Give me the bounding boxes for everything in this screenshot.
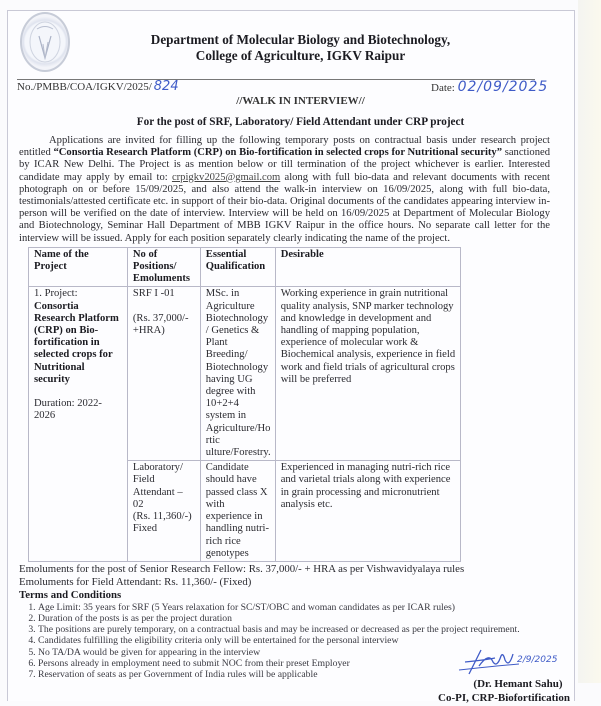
college-name: College of Agriculture, IGKV Raipur <box>195 48 406 63</box>
table-row <box>29 287 461 461</box>
header-qualification: Essential Qualification <box>200 247 275 287</box>
emoluments-field-attendant: Emoluments for Field Attendant: Rs. 11,360/- (Fixed) <box>19 575 252 588</box>
letter-date <box>431 80 548 95</box>
project-name: Consortia Research Platform (CRP) on Bio-fortification in selected crops for Nutritional security <box>34 300 119 385</box>
body-part-3: along with full bio-data and relevant documents with recent photograph on or before 15/09/2025, and also attend the walk-in interview on 16/09/2025, along with full bio-data, testimonials/attested certificate etc. in support of their bio-data. Original documents of the candidates appearing interview in-person will be verified on the date of interview. Interview will be held on 16/09/2025 at Department of Molecular Biology and Biotechnology, Seminar Hall Department of MBB IGKV Raipur in the office hours. No separate call letter for the interview will be issued. Apply for each position separately clearly indicating the name of the project. <box>19 171 550 244</box>
positions-count: Laboratory/ Field Attendant – 02 <box>132 462 183 510</box>
signature-area <box>19 655 570 706</box>
body-part-1: Applications are invited for filling up the following temporary posts on contractual basis under research project entitled <box>19 135 550 159</box>
body-paragraph <box>19 135 550 245</box>
terms-heading: Terms and Conditions <box>19 589 122 602</box>
desirable-cell: Working experience in grain nutritional quality analysis, SNP marker technology and knowledge in development and handling of mapping population, experience of molecular work & Biochemical analysis, experience in field work and field trials of agricultural crops will be preferred <box>275 287 460 461</box>
positions-table <box>28 247 461 562</box>
letterhead <box>0 32 601 64</box>
term-item: 6. Persons already in employment need to submit NOC from their preset Employer <box>38 658 548 669</box>
project-duration: Duration: 2022-2026 <box>34 398 102 422</box>
emoluments-srf: Emoluments for the post of Senior Research Fellow: Rs. 37,000/- + HRA as per Vishwavidyalaya rules <box>19 562 465 575</box>
term-item: 1. Age Limit: 35 years for SRF (5 Years relaxation for SC/ST/OBC and woman candidates as per ICAR rules) <box>38 602 548 613</box>
positions-cell <box>127 461 200 562</box>
term-item: 3. The positions are purely temporary, on a contractual basis and may be increased or decreased as per the project requirement. <box>38 624 548 635</box>
signatory-designation: Co-PI, CRP-Biofortification <box>438 691 570 704</box>
positions-cell <box>127 287 200 461</box>
date-handwritten: 02/09/2025 <box>457 79 549 95</box>
header-project-name: Name of the Project <box>29 247 128 287</box>
project-cell <box>29 287 128 561</box>
term-item: 4. Candidates fulfilling the eligibility criteria only will be entertained for the personal interview <box>38 635 548 646</box>
term-item: 2. Duration of the posts is as per the project duration <box>38 613 548 624</box>
signature-block <box>424 678 584 705</box>
reference-number-label: No./PMBB/COA/IGKV/2025/ <box>17 81 152 93</box>
table-header-row <box>29 247 461 287</box>
signature-date: 2/9/2025 <box>517 655 558 666</box>
department-name: Department of Molecular Biology and Biotechnology, <box>150 32 451 47</box>
header-desirable: Desirable <box>275 247 460 287</box>
notice-title: //WALK IN INTERVIEW// <box>236 95 365 107</box>
emoluments: (Rs. 11,360/-) Fixed <box>132 511 192 535</box>
qualification-cell: Candidate should have passed class X with experience in handling nutri-rich rice genotypes <box>200 461 275 562</box>
body-part-2: sanctioned by ICAR New Delhi. The Project is as mention below or till termination of the project whichever is earlier. Interested candidate may apply by email to: <box>19 147 551 183</box>
email-link[interactable]: crpigkv2025@gmail.com <box>171 171 281 183</box>
header-positions: No of Positions/ Emoluments <box>127 247 200 287</box>
project-title: “Consortia Research Platform (CRP) on Bio-fortification in selected crops for Nutritional security” <box>53 147 503 159</box>
signatory-name: (Dr. Hemant Sahu) <box>473 678 563 691</box>
positions-count: SRF I -01 <box>132 288 175 300</box>
reference-number <box>17 80 179 94</box>
notice-content <box>19 135 570 706</box>
date-label: Date: <box>431 82 455 94</box>
emoluments-summary <box>19 563 550 588</box>
signature-scribble <box>455 648 560 678</box>
term-item: 7. Reservation of seats as per Government of India rules will be applicable <box>38 669 548 680</box>
notice-subtitle: For the post of SRF, Laboratory/ Field Attendant under CRP project <box>136 116 465 128</box>
term-item: 5. No TA/DA would be given for appearing in the interview <box>38 647 548 658</box>
desirable-cell: Experienced in managing nutri-rich rice and varietal trials along with experience in grain processing and micronutrient analysis etc. <box>275 461 460 562</box>
project-label: 1. Project: <box>34 288 78 300</box>
emoluments: (Rs. 37,000/- +HRA) <box>132 312 189 336</box>
qualification-cell: MSc. in Agriculture Biotechnology/ Genetics & Plant Breeding/ Biotechnology having UG degree with 10+2+4 system in Agriculture/Hortic ulture/Forestry. <box>200 287 275 461</box>
reference-number-handwritten: 824 <box>153 79 179 94</box>
